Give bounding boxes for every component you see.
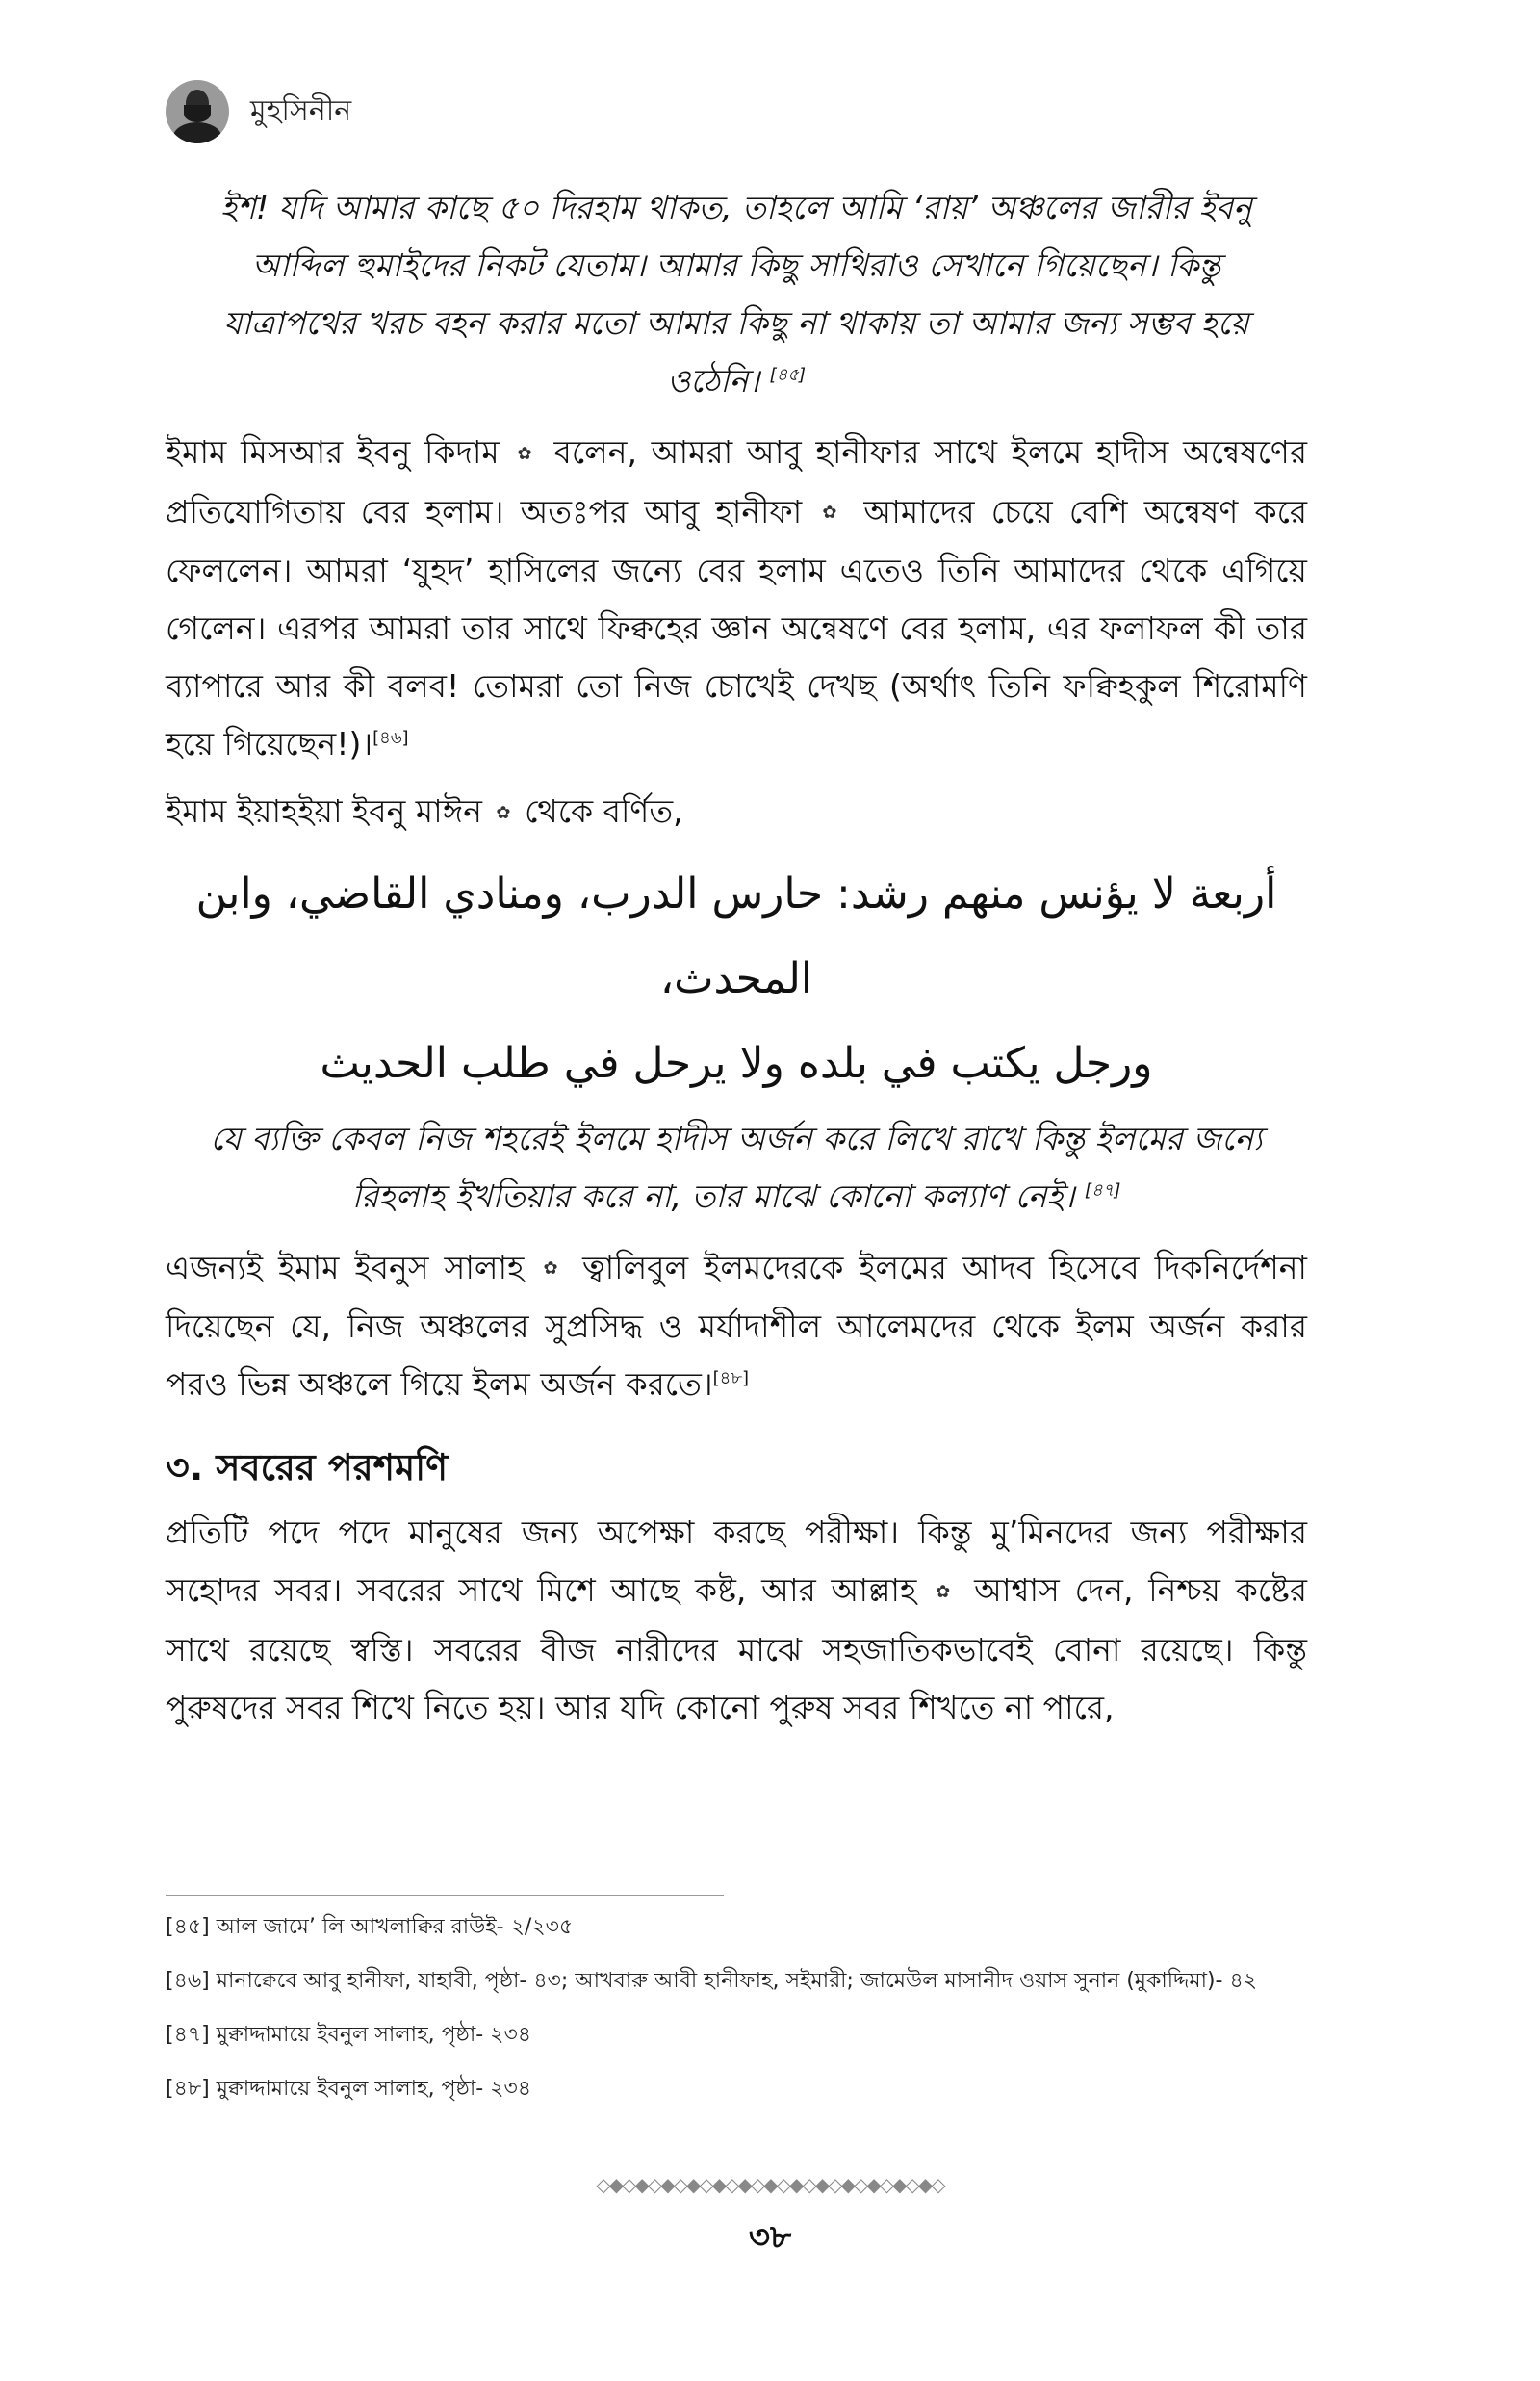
footnote-ref[interactable]: [৪৫] <box>769 365 807 385</box>
paragraph-text: প্রতিটি পদে পদে মানুষের জন্য অপেক্ষা করছে পরীক্ষা। কিন্তু মু’মিনদের জন্য পরীক্ষার সহোদর সবর। সবরের সাথে মিশে আছে কষ্ট, আর আল্লাহ <box>166 1514 1307 1609</box>
honorific-icon: ✿ <box>517 443 536 464</box>
footnote-ref[interactable]: [৪৭] <box>1084 1179 1121 1201</box>
quote-block <box>189 1110 1284 1226</box>
author-avatar <box>166 80 229 143</box>
paragraph-text: আমাদের চেয়ে বেশি অন্বেষণ করে ফেললেন। আমরা ‘যুহদ’ হাসিলের জন্যে বের হলাম এতেও তিনি আমাদের থেকে এগিয়ে গেলেন। এরপর আমরা তার সাথে ফিক্বহের জ্ঞান অন্বেষণে বের হলাম, এর ফলাফল কী তার ব্যাপারে আর কী বলব! তোমরা তো নিজ চোখেই দেখছ (অর্থাৎ তিনি ফক্বিহকুল শিরোমণি হয়ে গিয়েছেন!)। <box>166 492 1307 763</box>
paragraph-text: আশ্বাস দেন, নিশ্চয় কষ্টের সাথে রয়েছে স্বস্তি। সবরের বীজ নারীদের মাঝে সহজাতিকভাবেই বোনা রয়েছে। কিন্তু পুরুষদের সবর শিখে নিতে হয়। আর যদি কোনো পুরুষ সবর শিখতে না পারে, <box>166 1571 1307 1726</box>
paragraph <box>166 1504 1307 1737</box>
quote-text: যে ব্যক্তি কেবল নিজ শহরেই ইলমে হাদীস অর্জন করে লিখে রাখে কিন্তু ইলমের জন্যে রিহলাহ ইখতিয়ার করে না, তার মাঝে কোনো কল্যাণ নেই। <box>210 1119 1263 1215</box>
honorific-icon: ✿ <box>543 1258 564 1279</box>
paragraph <box>166 1239 1307 1414</box>
footnote: [৪৮] মুক্বাদ্দামায়ে ইবনুল সালাহ, পৃষ্ঠা- ২৩৪ <box>166 2077 532 2101</box>
arabic-quote <box>166 852 1307 1106</box>
ornament-divider: ◇◆◇◆◇◆◇◆◇◆◇◆◇◆◇◆◇◆◇◆◇◆◇◆◇◆◇ <box>596 2174 944 2195</box>
footnote-ref[interactable]: [৪৬] <box>372 728 409 748</box>
paragraph-text: বলেন, আমরা আবু হানীফার সাথে ইলমে হাদীস অন্বেষণের প্রতিযোগিতায় বের হলাম। অতঃপর আবু হানীফা <box>166 433 1307 531</box>
footnote: [৪৭] মুক্বাদ্দামায়ে ইবনুল সালাহ, পৃষ্ঠা- ২৩৪ <box>166 2023 532 2047</box>
paragraph-text: ইমাম মিসআর ইবনু কিদাম <box>166 433 500 471</box>
paragraph <box>166 783 1307 842</box>
section-heading: ৩. সবরের পরশমণি <box>166 1446 449 1488</box>
arabic-line: أربعة لا يؤنس منهم رشد: حارس الدرب، ومنادي القاضي، وابن المحدث، <box>195 868 1277 1003</box>
footnote-divider <box>166 1895 724 1896</box>
page-number: ৩৮ <box>748 2218 792 2257</box>
footnote: [৪৬] মানাক্বেবে আবু হানীফা, যাহাবী, পৃষ্ঠা- ৪৩; আখবারু আবী হানীফাহ, সইমারী; জামেউল মাসানীদ ওয়াস সুনান (মুকাদ্দিমা)- ৪২ <box>166 1969 1258 1993</box>
honorific-icon: ✿ <box>936 1581 956 1602</box>
paragraph-text: ইমাম ইয়াহইয়া ইবনু মাঈন <box>166 792 482 830</box>
paragraph-text: থেকে বর্ণিত, <box>525 792 683 830</box>
page-content <box>166 179 1307 1747</box>
quote-text: ইশ! যদি আমার কাছে ৫০ দিরহাম থাকত, তাহলে আমি ‘রায়’ অঞ্চলের জারীর ইবনু আব্দিল হুমাইদের নিকট যেতাম। আমার কিছু সাথিরাও সেখানে গিয়েছেন। কিন্তু যাত্রাপথের খরচ বহন করার মতো আমার কিছু না থাকায় তা আমার জন্য সম্ভব হয়ে ওঠেনি। <box>220 189 1252 400</box>
footnote-ref[interactable]: [৪৮] <box>712 1368 750 1388</box>
footnote: [৪৫] আল জামে’ লি আখলাক্বির রাউই- ২/২৩৫ <box>166 1915 574 1939</box>
honorific-icon: ✿ <box>496 802 511 823</box>
page-header <box>166 73 351 150</box>
quote-block <box>189 179 1284 410</box>
paragraph-text: এজন্যই ইমাম ইবনুস সালাহ <box>166 1248 525 1286</box>
honorific-icon: ✿ <box>822 503 844 523</box>
arabic-line: ورجل يكتب في بلده ولا يرحل في طلب الحديث <box>320 1038 1153 1088</box>
paragraph-text: ত্বালিবুল ইলমদেরকে ইলমের আদব হিসেবে দিকনির্দেশনা দিয়েছেন যে, নিজ অঞ্চলের সুপ্রসিদ্ধ ও মর্যাদাশীল আলেমদের থেকে ইলম অর্জন করার পরও ভিন্ন অঞ্চলে গিয়ে ইলম অর্জন করতে। <box>166 1248 1307 1403</box>
author-name: মুহসিনীন <box>250 93 352 128</box>
paragraph <box>166 424 1307 773</box>
footnotes <box>166 1910 1307 2126</box>
